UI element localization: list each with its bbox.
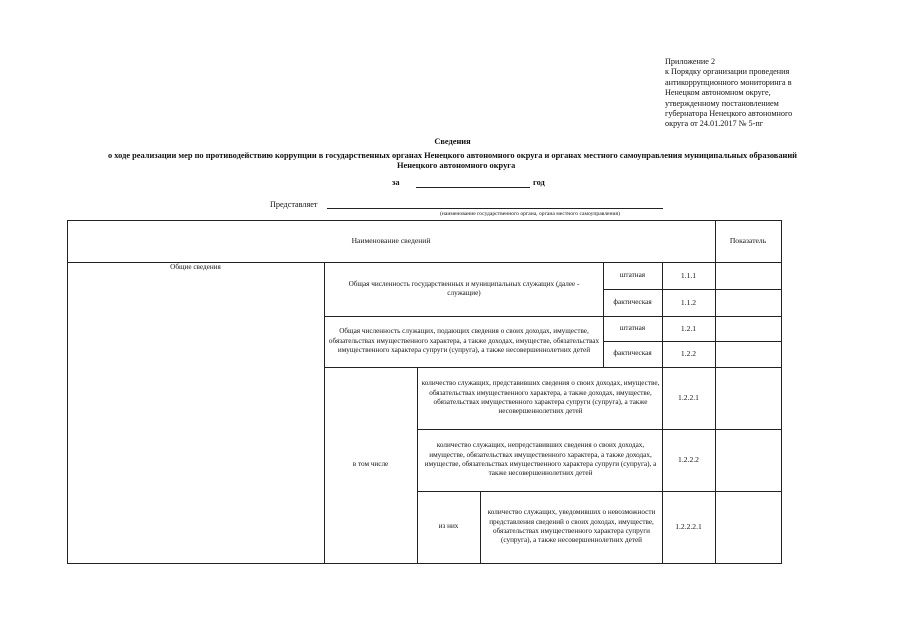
row-total-employees: Общая численность государственных и муниципальных служащих (далее - служащие) xyxy=(348,279,580,297)
document-subtitle: о ходе реализации мер по противодействию коррупции в государственных органах Ненецкого автономного округа и органах местного самоуправления муниципальных образований xyxy=(107,151,797,160)
value-cell[interactable] xyxy=(716,317,781,341)
appendix-line: антикоррупционного мониторинга в xyxy=(665,77,792,87)
including-label: в том числе xyxy=(352,460,389,469)
code-1-2-2-2: 1.2.2.2 xyxy=(678,455,699,465)
value-cell[interactable] xyxy=(716,290,781,316)
appendix-line: округа от 24.01.2017 № 5-пг xyxy=(665,119,764,129)
appendix-line: губернатора Ненецкого автономного xyxy=(665,109,793,119)
presents-note: (наименование государственного органа, органа местного самоуправления) xyxy=(440,211,620,217)
staff-label: штатная xyxy=(619,270,646,279)
table-border-bottom xyxy=(67,563,782,564)
period-field-line xyxy=(416,187,530,188)
header-value: Показатель xyxy=(729,236,767,246)
appendix-line: к Порядку организации проведения xyxy=(665,67,790,77)
period-prefix: за xyxy=(392,178,400,187)
value-cell[interactable] xyxy=(716,342,781,367)
appendix-line: Ненецком автономном округе, xyxy=(665,88,771,98)
header-name: Наименование сведений xyxy=(351,236,431,246)
code-1-2-2-2-1: 1.2.2.2.1 xyxy=(675,522,702,532)
general-info-label: Общие сведения xyxy=(170,263,221,271)
value-cell[interactable] xyxy=(716,263,781,289)
document-title: Сведения xyxy=(434,137,471,146)
sub-row-not-submitted: количество служащих, непредставивших сведения о своих доходах, имуществе, обязательствах имущественного характера, а также доходах, имуществе, обязательствах имущественного характера супруги (супруга), а также несовершеннолетних детей xyxy=(424,441,657,478)
appendix-line: утвержденному постановлением xyxy=(665,98,779,108)
staff-label: штатная xyxy=(619,323,646,332)
presents-label: Представляет xyxy=(270,200,318,209)
code-1-1-2: 1.1.2 xyxy=(680,297,697,307)
table-border-right xyxy=(781,220,782,564)
actual-label: фактическая xyxy=(613,297,652,306)
period-suffix: год xyxy=(533,178,545,187)
value-cell[interactable] xyxy=(716,368,781,429)
value-cell[interactable] xyxy=(716,492,781,563)
sub-row-notified: количество служащих, уведомивших о невозможности представления сведений о своих доходах, имуществе, обязательствах имущественного характера супруги (супруга), а также несовершеннолетних детей xyxy=(487,508,656,545)
value-cell[interactable] xyxy=(716,430,781,491)
appendix-line: Приложение 2 xyxy=(665,57,716,66)
report-table xyxy=(67,220,782,564)
of-them-label: из них xyxy=(438,522,459,531)
sub-row-submitted: количество служащих, представивших сведения о своих доходах, имуществе, обязательствах имущественного характера, а также доходах, имуществе, обязательствах имущественного характера супруги (супруга), а также несовершеннолетних детей xyxy=(421,379,660,416)
actual-label: фактическая xyxy=(613,349,652,358)
code-1-2-1: 1.2.1 xyxy=(680,323,697,333)
code-1-2-2: 1.2.2 xyxy=(680,349,697,359)
row-declaring-employees: Общая численность служащих, подающих сведения о своих доходах, имуществе, обязательствах имущественного характера, а также доходах, имуществе, обязательствах имущественного характера супруги (супруга), а также несовершеннолетних детей xyxy=(328,327,600,355)
code-1-2-2-1: 1.2.2.1 xyxy=(678,393,699,403)
document-subtitle-continued: Ненецкого автономного округа xyxy=(397,161,516,170)
appendix-note xyxy=(665,57,835,130)
presents-field-line xyxy=(327,208,663,209)
code-1-1-1: 1.1.1 xyxy=(680,270,697,280)
